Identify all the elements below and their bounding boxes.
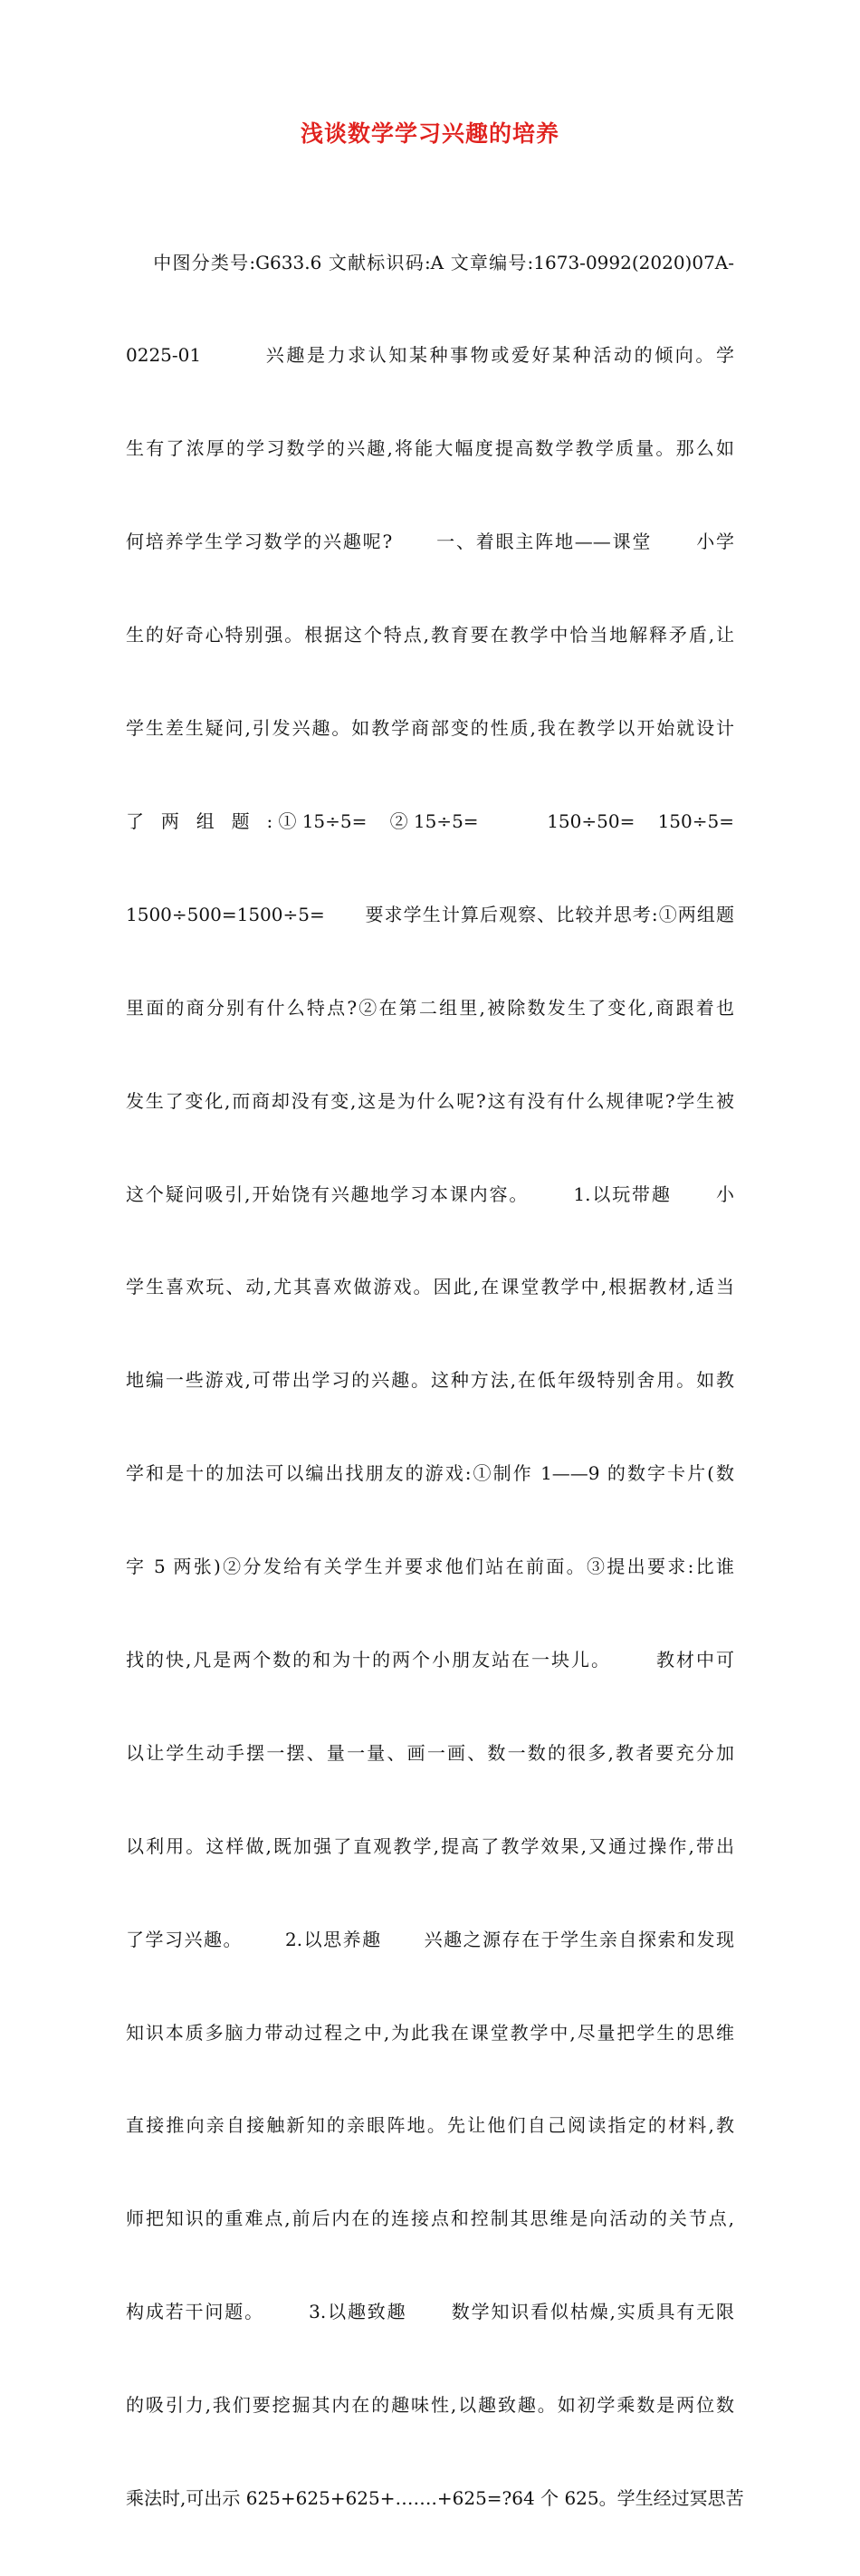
text-line: 里面的商分别有什么特点?②在第二组里,被除数发生了变化,商跟着也 xyxy=(126,996,734,1019)
text-line: 学生差生疑问,引发兴趣。如教学商部变的性质,我在教学以开始就设计 xyxy=(126,717,734,740)
text-line: 了 两 组 题 :①15÷5= ②15÷5= 150÷50= 150÷5= xyxy=(126,809,734,832)
text-line: 发生了变化,而商却没有变,这是为什么呢?这有没有什么规律呢?学生被 xyxy=(126,1089,734,1112)
text-line: 乘法时,可出示 625+625+625+…….+625=?64 个 625。学生经过冥思苦 xyxy=(126,2486,744,2509)
text-line: 字 5 两张)②分发给有关学生并要求他们站在前面。③提出要求:比谁 xyxy=(126,1556,734,1578)
text-line: 生的好奇心特别强。根据这个特点,教育要在教学中恰当地解释矛盾,让 xyxy=(126,624,734,646)
text-line: 以让学生动手摆一摆、量一量、画一画、数一数的很多,教者要充分加 xyxy=(126,1741,734,1764)
text-line: 何培养学生学习数学的兴趣呢? 一、着眼主阵地——课堂 小学 xyxy=(126,531,734,553)
text-line: 中图分类号:G633.6 文献标识码:A 文章编号:1673-0992(2020)07A- xyxy=(126,251,734,273)
body-text xyxy=(126,185,744,2576)
text-line: 以利用。这样做,既加强了直观教学,提高了教学效果,又通过操作,带出 xyxy=(126,1834,734,1857)
text-line: 学和是十的加法可以编出找朋友的游戏:①制作 1——9 的数字卡片(数 xyxy=(126,1462,734,1485)
text-line: 构成若干问题。 3.以趣致趣 数学知识看似枯燥,实质具有无限 xyxy=(126,2301,734,2323)
text-line: 地编一些游戏,可带出学习的兴趣。这种方法,在低年级特别舍用。如教 xyxy=(126,1369,734,1392)
page-title: 浅谈数学学习兴趣的培养 xyxy=(300,120,559,147)
text-line: 生有了浓厚的学习数学的兴趣,将能大幅度提高数学教学质量。那么如 xyxy=(126,437,734,460)
text-line: 1500÷500=1500÷5= 要求学生计算后观察、比较并思考:①两组题 xyxy=(126,903,734,925)
text-line: 找的快,凡是两个数的和为十的两个小朋友站在一块儿。 教材中可 xyxy=(126,1648,734,1671)
text-line: 0225-01 兴趣是力求认知某种事物或爱好某种活动的倾向。学 xyxy=(126,344,734,367)
text-line: 这个疑问吸引,开始饶有兴趣地学习本课内容。 1.以玩带趣 小 xyxy=(126,1183,734,1205)
text-line: 学生喜欢玩、动,尤其喜欢做游戏。因此,在课堂教学中,根据教材,适当 xyxy=(126,1276,734,1298)
text-line: 直接推向亲自接触新知的亲眼阵地。先让他们自己阅读指定的材料,教 xyxy=(126,2114,734,2137)
text-line: 的吸引力,我们要挖掘其内在的趣味性,以趣致趣。如初学乘数是两位数 xyxy=(126,2394,734,2417)
text-line: 了学习兴趣。 2.以思养趣 兴趣之源存在于学生亲自探索和发现 xyxy=(126,1928,734,1950)
text-line: 师把知识的重难点,前后内在的连接点和控制其思维是向活动的关节点, xyxy=(126,2207,734,2230)
text-line: 知识本质多脑力带动过程之中,为此我在课堂教学中,尽量把学生的思维 xyxy=(126,2021,734,2044)
